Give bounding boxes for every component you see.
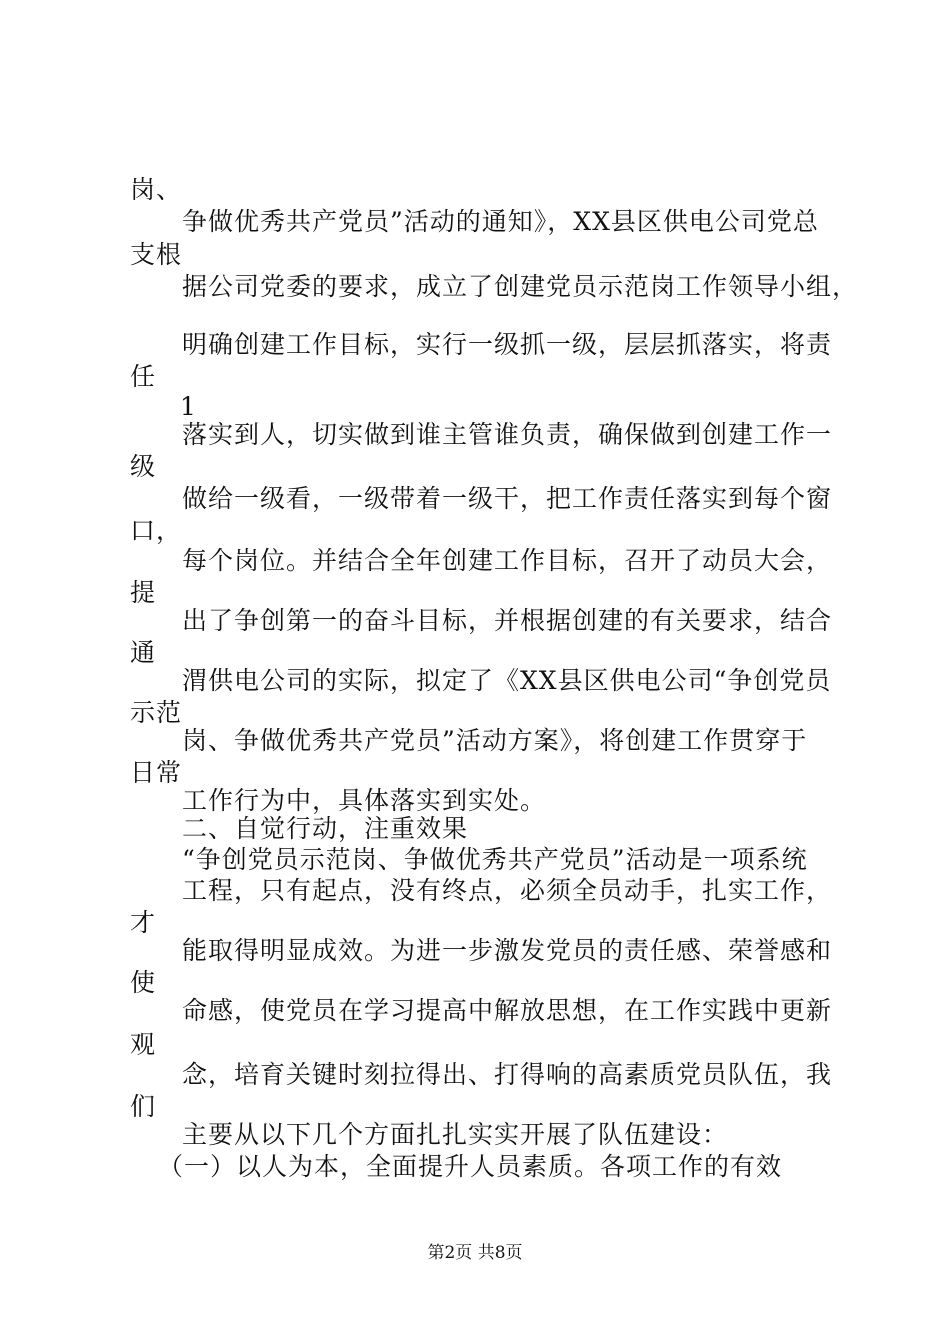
text-line: 提: [130, 578, 157, 607]
page-marker: 1: [180, 392, 197, 421]
text-line: 们: [130, 1092, 157, 1121]
page-footer: 第2页 共8页: [427, 1243, 523, 1263]
text-line: 明确创建工作目标，实行一级抓一级，层层抓落实，将责: [182, 330, 833, 359]
text-line: 才: [130, 908, 157, 937]
text-line: 通: [130, 638, 157, 667]
text-line: 落实到人，切实做到谁主管谁负责，确保做到创建工作一: [182, 420, 833, 449]
text-line: 每个岗位。并结合全年创建工作目标，召开了动员大会，: [182, 546, 833, 575]
text-line: 支根: [130, 240, 183, 269]
text-line: 做给一级看，一级带着一级干，把工作责任落实到每个窗: [182, 484, 833, 513]
text-line: 级: [130, 452, 157, 481]
text-line: 岗、: [130, 175, 183, 204]
text-line: 日常: [130, 758, 183, 787]
text-line: 争做优秀共产党员”活动的通知》，XX县区供电公司党总: [182, 207, 819, 236]
text-line: 示范: [130, 698, 183, 727]
text-line: “争创党员示范岗、争做优秀共产党员”活动是一项系统: [182, 845, 808, 874]
text-line: 岗、争做优秀共产党员”活动方案》，将创建工作贯穿于: [182, 726, 808, 755]
text-line: 工程，只有起点，没有终点，必须全员动手，扎实工作，: [182, 876, 833, 905]
text-line: 念，培育关键时刻拉得出、打得响的高素质党员队伍，我: [182, 1060, 833, 1089]
text-line: 观: [130, 1030, 157, 1059]
text-line: （一）以人为本，全面提升人员素质。各项工作的有效: [158, 1152, 783, 1181]
text-line: 出了争创第一的奋斗目标，并根据创建的有关要求，结合: [182, 606, 833, 635]
section-heading: 二、自觉行动，注重效果: [182, 814, 469, 843]
text-line: 使: [130, 968, 157, 997]
text-line: 据公司党委的要求，成立了创建党员示范岗工作领导小组，: [182, 272, 859, 301]
text-line: 主要从以下几个方面扎扎实实开展了队伍建设：: [182, 1120, 729, 1149]
text-line: 口，: [130, 516, 183, 545]
text-line: 能取得明显成效。为进一步激发党员的责任感、荣誉感和: [182, 936, 833, 965]
text-line: 任: [130, 362, 157, 391]
text-line: 渭供电公司的实际，拟定了《XX县区供电公司“争创党员: [182, 666, 832, 695]
text-line: 工作行为中，具体落实到实处。: [182, 786, 547, 815]
text-line: 命感，使党员在学习提高中解放思想，在工作实践中更新: [182, 996, 833, 1025]
